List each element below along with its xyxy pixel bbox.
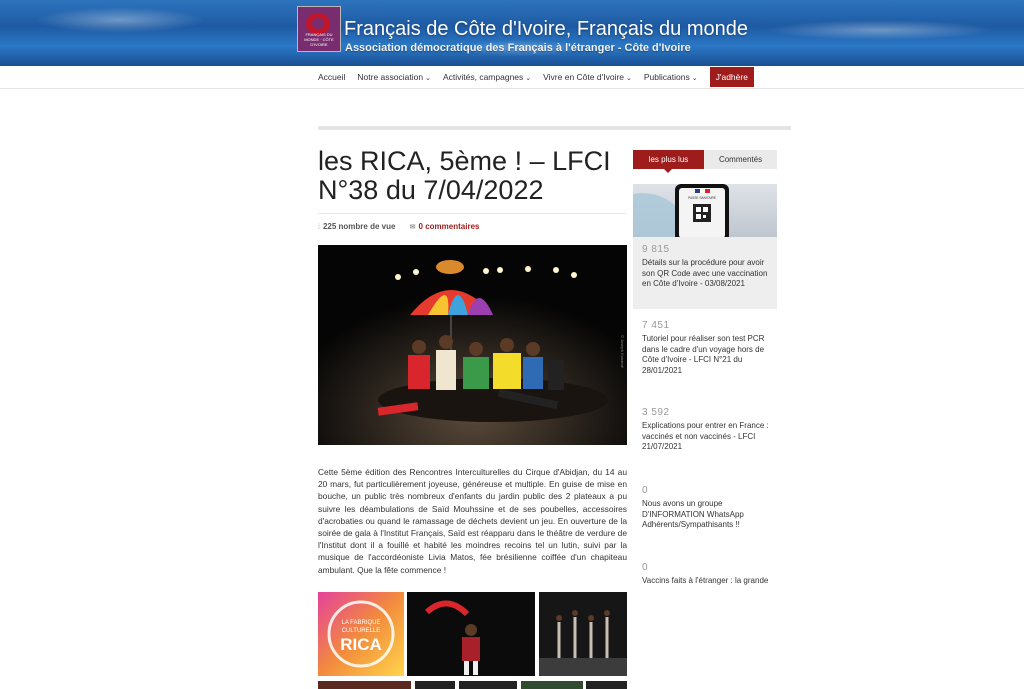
view-count: 225 nombre de vue xyxy=(322,222,396,231)
rica-poster-illustration xyxy=(318,592,404,676)
popular-item[interactable] xyxy=(633,237,777,309)
chevron-down-icon: ⌄ xyxy=(626,75,632,82)
popular-post-image[interactable] xyxy=(633,184,777,237)
popular-item-title: Détails sur la procédure pour avoir son QR Code avec une vaccination en Côte d'Ivoire - 03/08/2021 xyxy=(642,258,768,289)
nav-item-accueil[interactable]: Accueil xyxy=(318,72,346,82)
article-body: Cette 5ème édition des Rencontres Interculturelles du Cirque d'Abidjan, du 14 au 20 mars, fut particulièrement joyeuse, généreuse et multiple. En guise de mise en bouche, un public très nombreux d'enfants du jardin public des 2 plateaux a pu suivre les déambulations de Saïd Mouhssine et de ses poubelles, accessoires d'acrobaties ou quand le ramassage de déchets devient un jeu. En ouverture de la soirée de gala à l'Institut Français, Saïd est réapparu dans le théâtre de verdure de l'Institut dont il a fouillé et habité les moindres recoins tel un lutin, suivi par la musique de l'accordéoniste Livia Matos, fée brésilienne coiffée d'un chapiteau ambulant. Que la fête commence ! xyxy=(318,467,627,575)
nav-item-activites[interactable]: Activités, campagnes ⌄ xyxy=(442,72,532,82)
health-pass-phone-illustration xyxy=(633,184,777,237)
popular-item-title: Nous avons un groupe D'INFORMATION WhatsApp Adhérents/Sympathisants !! xyxy=(642,499,744,530)
chevron-down-icon: ⌄ xyxy=(691,75,698,82)
popular-item-count: 3 592 xyxy=(642,407,670,418)
article-title: les RICA, 5ème ! – LFCI N°38 du 7/04/2022 xyxy=(318,146,611,205)
tab-most-read[interactable]: les plus lus xyxy=(633,150,704,169)
popular-item[interactable] xyxy=(633,485,777,531)
gallery-row-2 xyxy=(318,681,627,689)
chevron-down-icon: ⌄ xyxy=(525,75,532,82)
popular-item-title: Vaccins faits à l'étranger : la grande xyxy=(642,576,769,585)
performer-photo-illustration xyxy=(407,592,535,676)
content-divider xyxy=(318,126,791,130)
nav-item-publications[interactable]: Publications ⌄ xyxy=(643,72,698,82)
photo-credit: © Joseph Kouamé xyxy=(620,335,625,368)
site-header xyxy=(0,0,1024,66)
nav-item-notre-association[interactable]: Notre association ⌄ xyxy=(357,72,431,82)
svg-text:CULTURELLE: CULTURELLE xyxy=(341,628,381,634)
comments-link[interactable]: ✉ 0 commentaires xyxy=(409,222,480,231)
gallery-thumb[interactable] xyxy=(459,681,517,689)
article-meta xyxy=(318,213,626,231)
acrobats-photo-illustration xyxy=(539,592,627,676)
svg-text:LA FABRIQUE: LA FABRIQUE xyxy=(341,620,381,626)
gallery-thumb[interactable] xyxy=(539,592,627,676)
popular-item[interactable] xyxy=(633,562,777,588)
tab-commented[interactable]: Commentés xyxy=(704,150,777,169)
gallery xyxy=(318,592,627,678)
site-title[interactable]: Français de Côte d'Ivoire, Français du monde xyxy=(344,18,749,40)
svg-text:PASSE SANITAIRE: PASSE SANITAIRE xyxy=(688,196,716,200)
popular-item-count: 0 xyxy=(642,485,649,496)
popular-item-count: 9 815 xyxy=(642,244,670,255)
gallery-thumb[interactable] xyxy=(318,681,411,689)
popular-item[interactable] xyxy=(633,320,777,376)
gallery-thumb[interactable] xyxy=(318,592,404,676)
sidebar-tabs xyxy=(633,150,777,169)
main-nav xyxy=(0,66,1024,89)
logo-text: FRANÇAIS DU MONDE · CÔTE D'IVOIRE xyxy=(304,32,334,47)
popular-item-count: 7 451 xyxy=(642,320,670,331)
gallery-thumb[interactable] xyxy=(415,681,455,689)
nav-item-vivre[interactable]: Vivre en Côte d'Ivoire ⌄ xyxy=(543,72,632,82)
popular-item[interactable] xyxy=(633,407,777,453)
site-logo[interactable] xyxy=(297,6,341,52)
popular-item-title: Tutoriel pour réaliser son test PCR dans le cadre d'un voyage hors de Côte d'Ivoire - LFCI N°21 du 28/01/2021 xyxy=(642,334,765,375)
svg-text:RICA: RICA xyxy=(340,635,382,654)
popular-item-count: 0 xyxy=(642,562,649,573)
join-button[interactable]: J'adhère xyxy=(710,67,754,87)
article-main-photo[interactable] xyxy=(318,245,627,445)
gallery-thumb[interactable] xyxy=(586,681,627,689)
comment-icon: ✉ xyxy=(409,224,416,231)
chevron-down-icon: ⌄ xyxy=(425,75,431,82)
gallery-thumb[interactable] xyxy=(521,681,583,689)
gallery-thumb[interactable] xyxy=(407,592,535,676)
circus-photo-illustration xyxy=(318,245,627,445)
popular-item-title: Explications pour entrer en France : vaccinés et non vaccinés - LFCI 21/07/2021 xyxy=(642,421,769,452)
views-icon: ⁞ xyxy=(318,224,320,231)
site-subtitle: Association démocratique des Français à l'étranger - Côte d'Ivoire xyxy=(345,42,691,54)
